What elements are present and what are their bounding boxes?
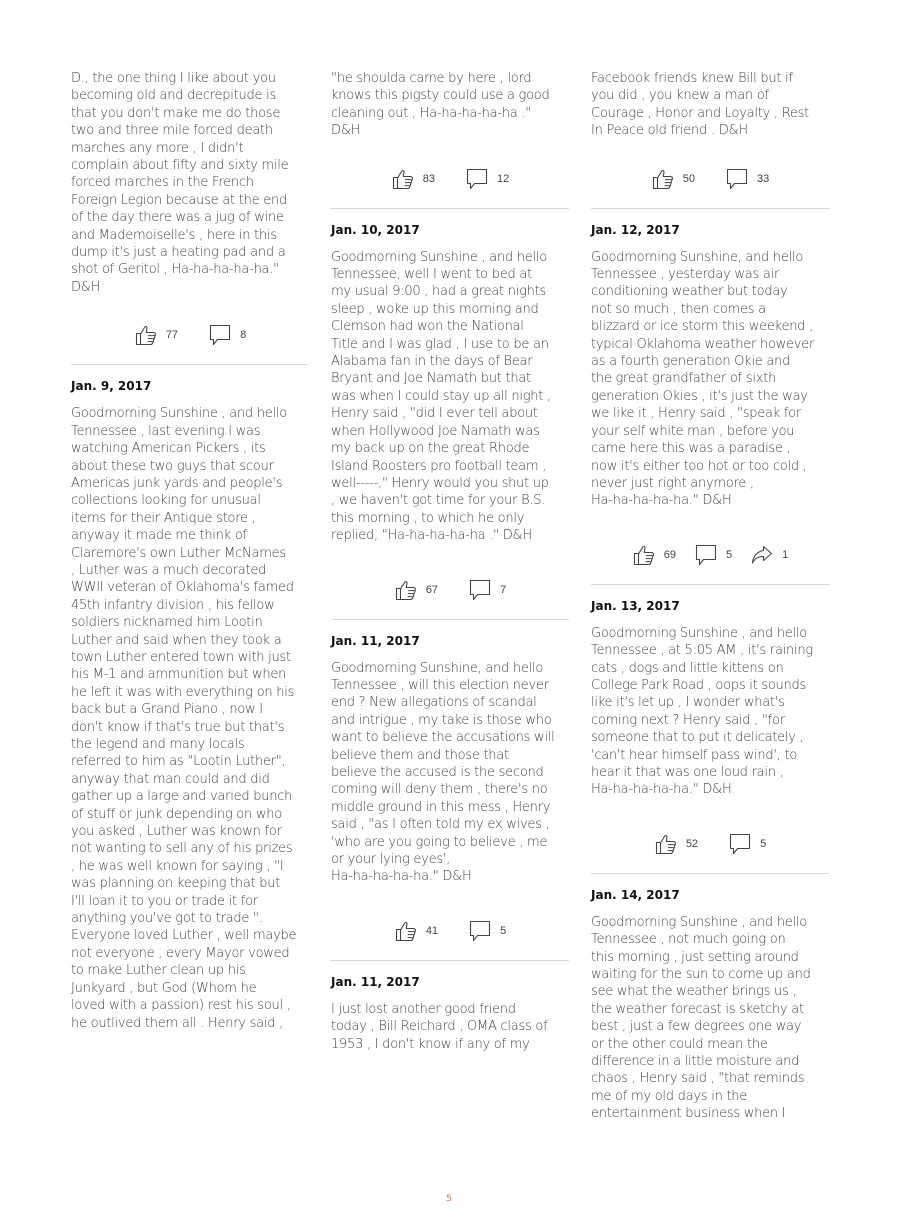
comment-count: 7: [500, 583, 507, 596]
column-3: [591, 70, 829, 1123]
comment-count: 5: [726, 548, 733, 561]
page-number: 5: [446, 1194, 452, 1204]
reaction-bar: [331, 164, 569, 194]
like-count: 50: [682, 172, 695, 185]
comment-count: 5: [760, 837, 767, 850]
post-text: Goodmorning Sunshine, and hello Tennessee , yesterday was air conditioning weather but today not so much , then comes a blizzard or ice storm this weekend , typical Oklahoma weather however as a fourth generation Okie and the great grandfather of sixth generation Okies , it's just the way we like it , Henry said , "speak for your self white man , before you came here this was a paradise , now it's either too hot or too cold , never just right anymore , Ha-ha-ha-ha-ha." D&H: [591, 249, 815, 509]
speech-bubble-icon: [728, 832, 752, 856]
like-button[interactable]: [394, 919, 438, 943]
post-date: Jan. 11, 2017: [331, 633, 420, 648]
share-count: 1: [782, 548, 789, 561]
like-button[interactable]: [394, 578, 438, 602]
comment-button[interactable]: [468, 578, 506, 602]
comment-count: 8: [240, 329, 247, 342]
post-text: Facebook friends knew Bill but if you did , you knew a man of Courage , Honor and Loyalty , Rest In Peace old friend . D&H: [591, 71, 810, 139]
divider: [71, 364, 309, 365]
thumbs-up-icon: [394, 578, 418, 602]
post-text: Goodmorning Sunshine, and hello Tennessee , will this election never end ? New allegations of scandal and intrigue , my take is those who want to believe the accusations will believe them and those that believe the accused is the second coming will deny them , there's no middle ground in this mess , Henry said , "as I often told my ex wives , 'who are you going to believe , me or your lying eyes', Ha-ha-ha-ha-ha." D&H: [331, 660, 555, 885]
reaction-bar: [331, 916, 569, 946]
like-button[interactable]: [134, 323, 178, 347]
like-button[interactable]: [651, 167, 695, 191]
share-arrow-icon: [750, 543, 774, 567]
speech-bubble-icon: [468, 919, 492, 943]
post-date: Jan. 12, 2017: [591, 222, 680, 237]
like-count: 83: [422, 172, 435, 185]
reaction-bar: [591, 164, 829, 194]
comment-button[interactable]: [208, 323, 246, 347]
post-date: Jan. 11, 2017: [331, 974, 420, 989]
comment-button[interactable]: [694, 543, 732, 567]
post-text: "he shoulda came by here , lord knows this pigsty could use a good cleaning out , Ha-ha-ha-ha-ha ." D&H: [331, 71, 550, 139]
post-date: Jan. 10, 2017: [331, 222, 420, 237]
like-count: 67: [425, 583, 439, 596]
share-button[interactable]: [750, 543, 788, 567]
divider: [591, 584, 829, 585]
comment-count: 33: [757, 172, 770, 185]
column-1: [71, 70, 309, 1032]
post-date: Jan. 13, 2017: [591, 598, 680, 613]
comment-button[interactable]: [465, 167, 509, 191]
reaction-bar: [331, 575, 569, 605]
post-text: I just lost another good friend today , Bill Reichard , OMA class of 1953 , I don't know if any of my: [331, 1001, 548, 1052]
reaction-bar: [591, 829, 829, 859]
speech-bubble-icon: [208, 323, 232, 347]
thumbs-up-icon: [632, 543, 656, 567]
divider: [331, 208, 569, 209]
thumbs-up-icon: [134, 323, 158, 347]
like-button[interactable]: [654, 832, 698, 856]
like-button[interactable]: [391, 167, 435, 191]
speech-bubble-icon: [725, 167, 749, 191]
divider: [331, 960, 569, 961]
post-date: Jan. 14, 2017: [591, 887, 680, 902]
comment-button[interactable]: [468, 919, 506, 943]
comment-button[interactable]: [728, 832, 766, 856]
post-text: Goodmorning Sunshine , and hello Tennessee , at 5:05 AM , it's raining cats , dogs and little kittens on College Park Road , oops it sounds like it's let up , I wonder what's coming next ? Henry said , "for someone that to put it delicately , 'can't hear himself pass wind', to hear it that was one loud rain , Ha-ha-ha-ha-ha." D&H: [591, 625, 813, 798]
post-text: Goodmorning Sunshine , and hello Tennessee , not much going on this morning , just setting around waiting for the sun to come up and see what the weather brings us , the weather forecast is sketchy at best , just a few degrees one way or the other could mean the difference in a little moisture and chaos , Henry said , "that reminds me of my old days in the entertainment business when I: [591, 914, 811, 1122]
like-button[interactable]: [632, 543, 676, 567]
speech-bubble-icon: [465, 167, 489, 191]
post-date: Jan. 9, 2017: [71, 379, 152, 394]
thumbs-up-icon: [394, 919, 418, 943]
comment-count: 5: [500, 924, 507, 937]
post-text: Goodmorning Sunshine , and hello Tennessee , last evening I was watching American Pickers , its about these two guys that scour Americas junk yards and people's collections looking for unusual items for their Antique store , anyway it made me think of Claremore's own Luther McNames , Luther was a much decorated WWII veteran of Oklahoma's famed 45th infantry division , his fellow soldiers nicknamed him Lootin Luther and said when they took a town Luther entered town with just his M-1 and ammunition but when he left it was with everything on his back but a Grand Piano , now I don't know if that's true but that's the legend and many locals referred to him as "Lootin Luther", anyway that man could and did gather up a large and varied bunch of stuff or junk depending on who you asked , Luther was known for not wanting to sell any of his prizes , he was well known for saying , "I was planning on keeping that but I'll loan it to you or trade it for anything you've got to trade ". Everyone loved Luther , well maybe not everyone , every Mayor vowed to make Luther clean up his Junkyard , but God (Whom he loved with a passion) rest his soul , he outlived them all . Henry said ,: [71, 406, 297, 1031]
comment-button[interactable]: [725, 167, 769, 191]
divider: [591, 873, 829, 874]
column-2: [331, 70, 569, 1053]
speech-bubble-icon: [694, 543, 718, 567]
thumbs-up-icon: [391, 167, 415, 191]
post-text: D., the one thing I like about you becoming old and decrepitude is that you don't make me do those two and three mile forced death marches any more , I didn't complain about fifty and sixty mile forced marches in the French Foreign Legion because at the end of the day there was a jug of wine and Mademoiselle's , here in this dump it's just a heating pad and a shot of Geritol , Ha-ha-ha-ha-ha." D&H: [71, 71, 289, 295]
post-text: Goodmorning Sunshine , and hello Tennessee, well I went to bed at my usual 9:00 , had a great nights sleep , woke up this morning and Clemson had won the National Title and I was glad , I use to be an Alabama fan in the days of Bear Bryant and Joe Namath but that was when I could stay up all night , Henry said , "did I ever tell about when Hollywood Joe Namath was my back up on the great Rhode Island Roosters pro football team , well-----," Henry would you shut up , we haven't got time for your B.S. this morning , to which he only replied, "Ha-ha-ha-ha-ha ." D&H: [331, 249, 551, 544]
reaction-bar: [71, 320, 309, 350]
speech-bubble-icon: [468, 578, 492, 602]
thumbs-up-icon: [651, 167, 675, 191]
thumbs-up-icon: [654, 832, 678, 856]
reaction-bar: [591, 540, 829, 570]
divider: [331, 619, 569, 620]
like-count: 41: [425, 924, 439, 937]
like-count: 77: [165, 329, 179, 342]
like-count: 69: [663, 548, 676, 561]
divider: [591, 208, 829, 209]
comment-count: 12: [497, 172, 510, 185]
like-count: 52: [685, 837, 699, 850]
